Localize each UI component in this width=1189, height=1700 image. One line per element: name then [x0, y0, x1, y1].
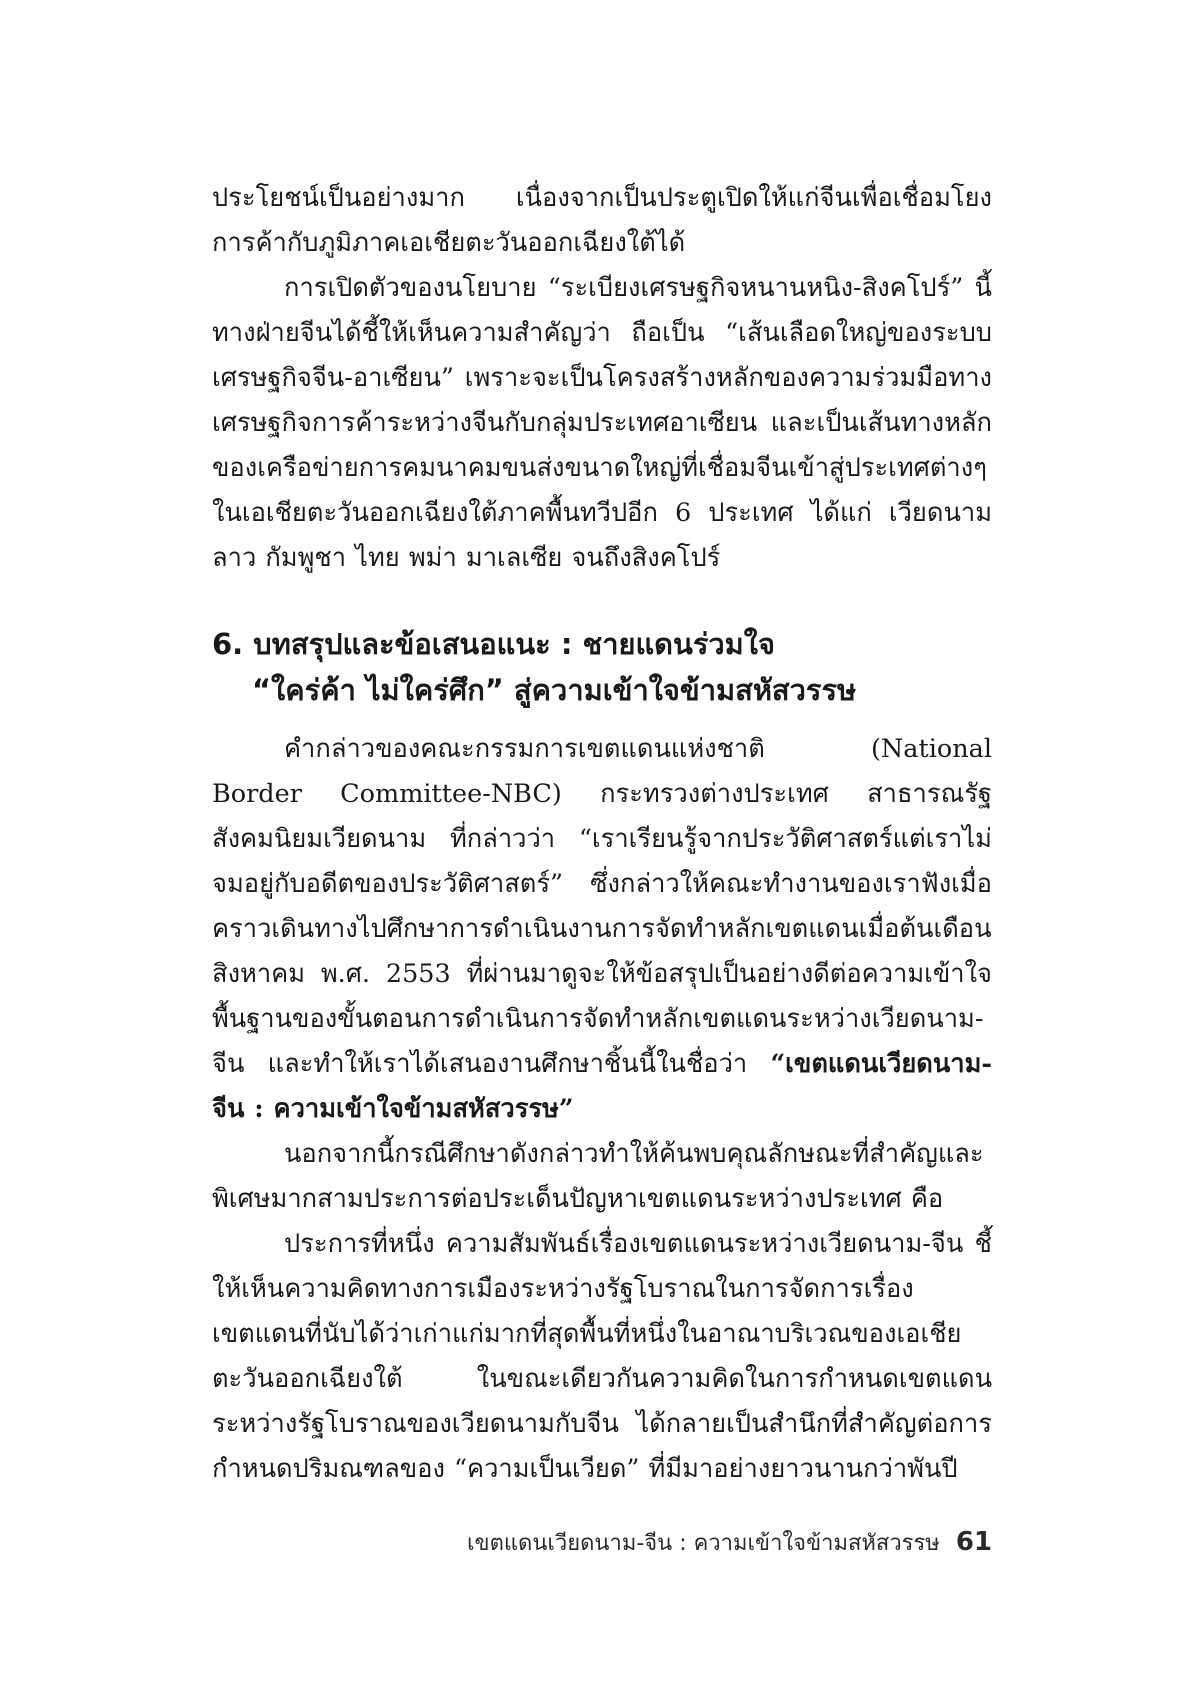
paragraph-1: ประโยชน์เป็นอย่างมาก เนื่องจากเป็นประตูเปิดให้แก่จีนเพื่อเชื่อมโยงการค้ากับภูมิภาคเอเชียตะวันออกเฉียงใต้ได้	[212, 183, 992, 258]
section-heading-line-2: “ใคร่ค้า ไม่ใคร่ศึก” สู่ความเข้าใจข้ามสหัสวรรษ	[252, 673, 857, 707]
paragraph-5: ประการที่หนึ่ง ความสัมพันธ์เรื่องเขตแดนระหว่างเวียดนาม-จีน ชี้ให้เห็นความคิดทางการเมืองระหว่างรัฐโบราณในการจัดการเรื่องเขตแดนที่นับได้ว่าเก่าแก่มากที่สุดพื้นที่หนึ่งในอาณาบริเวณของเอเชียตะวันออกเฉียงใต้ ในขณะเดียวกันความคิดในการกำหนดเขตแดนระหว่างรัฐโบราณของเวียดนามกับจีน ได้กลายเป็นสำนึกที่สำคัญต่อการกำหนดปริมณฑลของ “ความเป็นเวียด” ที่มีมาอย่างยาวนานกว่าพันปี	[212, 1229, 992, 1484]
section-heading	[212, 621, 992, 713]
paragraph-3-text: คำกล่าวของคณะกรรมการเขตแดนแห่งชาติ (National Border Committee-NBC) กระทรวงต่างประเทศ สาธารณรัฐสังคมนิยมเวียดนาม ที่กล่าวว่า “เราเรียนรู้จากประวัติศาสตร์แต่เราไม่จมอยู่กับอดีตของประวัติศาสตร์” ซึ่งกล่าวให้คณะทำงานของเราฟังเมื่อคราวเดินทางไปศึกษาการดำเนินงานการจัดทำหลักเขตแดนเมื่อต้นเดือนสิงหาคม พ.ศ. 2553 ที่ผ่านมาดูจะให้ข้อสรุปเป็นอย่างดีต่อความเข้าใจพื้นฐานของขั้นตอนการดำเนินการจัดทำหลักเขตแดนระหว่างเวียดนาม-จีน และทำให้เราได้เสนองานศึกษาชิ้นนี้ในชื่อว่า	[212, 734, 992, 1079]
section-heading-line-1: 6. บทสรุปและข้อเสนอแนะ : ชายแดนร่วมใจ	[212, 627, 775, 661]
page-body	[212, 176, 992, 1492]
paragraph-2: การเปิดตัวของนโยบาย “ระเบียงเศรษฐกิจหนานหนิง-สิงคโปร์” นี้ ทางฝ่ายจีนได้ชี้ให้เห็นความสำคัญว่า ถือเป็น “เส้นเลือดใหญ่ของระบบเศรษฐกิจจีน-อาเซียน” เพราะจะเป็นโครงสร้างหลักของความร่วมมือทางเศรษฐกิจการค้าระหว่างจีนกับกลุ่มประเทศอาเซียน และเป็นเส้นทางหลักของเครือข่ายการคมนาคมขนส่งขนาดใหญ่ที่เชื่อมจีนเข้าสู่ประเทศต่างๆ ในเอเชียตะวันออกเฉียงใต้ภาคพื้นทวีปอีก 6 ประเทศ ได้แก่ เวียดนาม ลาว กัมพูชา ไทย พม่า มาเลเซีย จนถึงสิงคโปร์	[212, 273, 992, 573]
paragraph-4: นอกจากนี้กรณีศึกษาดังกล่าวทำให้ค้นพบคุณลักษณะที่สำคัญและพิเศษมากสามประการต่อประเด็นปัญหาเขตแดนระหว่างประเทศ คือ	[212, 1139, 984, 1214]
page-number: 61	[955, 1527, 992, 1557]
paragraph-3-bold-title: “เขตแดนเวียดนาม-จีน : ความเข้าใจข้ามสหัสวรรษ”	[212, 1049, 992, 1124]
running-title: เขตแดนเวียดนาม-จีน : ความเข้าใจข้ามสหัสวรรษ	[467, 1531, 940, 1556]
page-footer	[212, 1526, 992, 1560]
paragraph-3	[212, 727, 992, 1132]
